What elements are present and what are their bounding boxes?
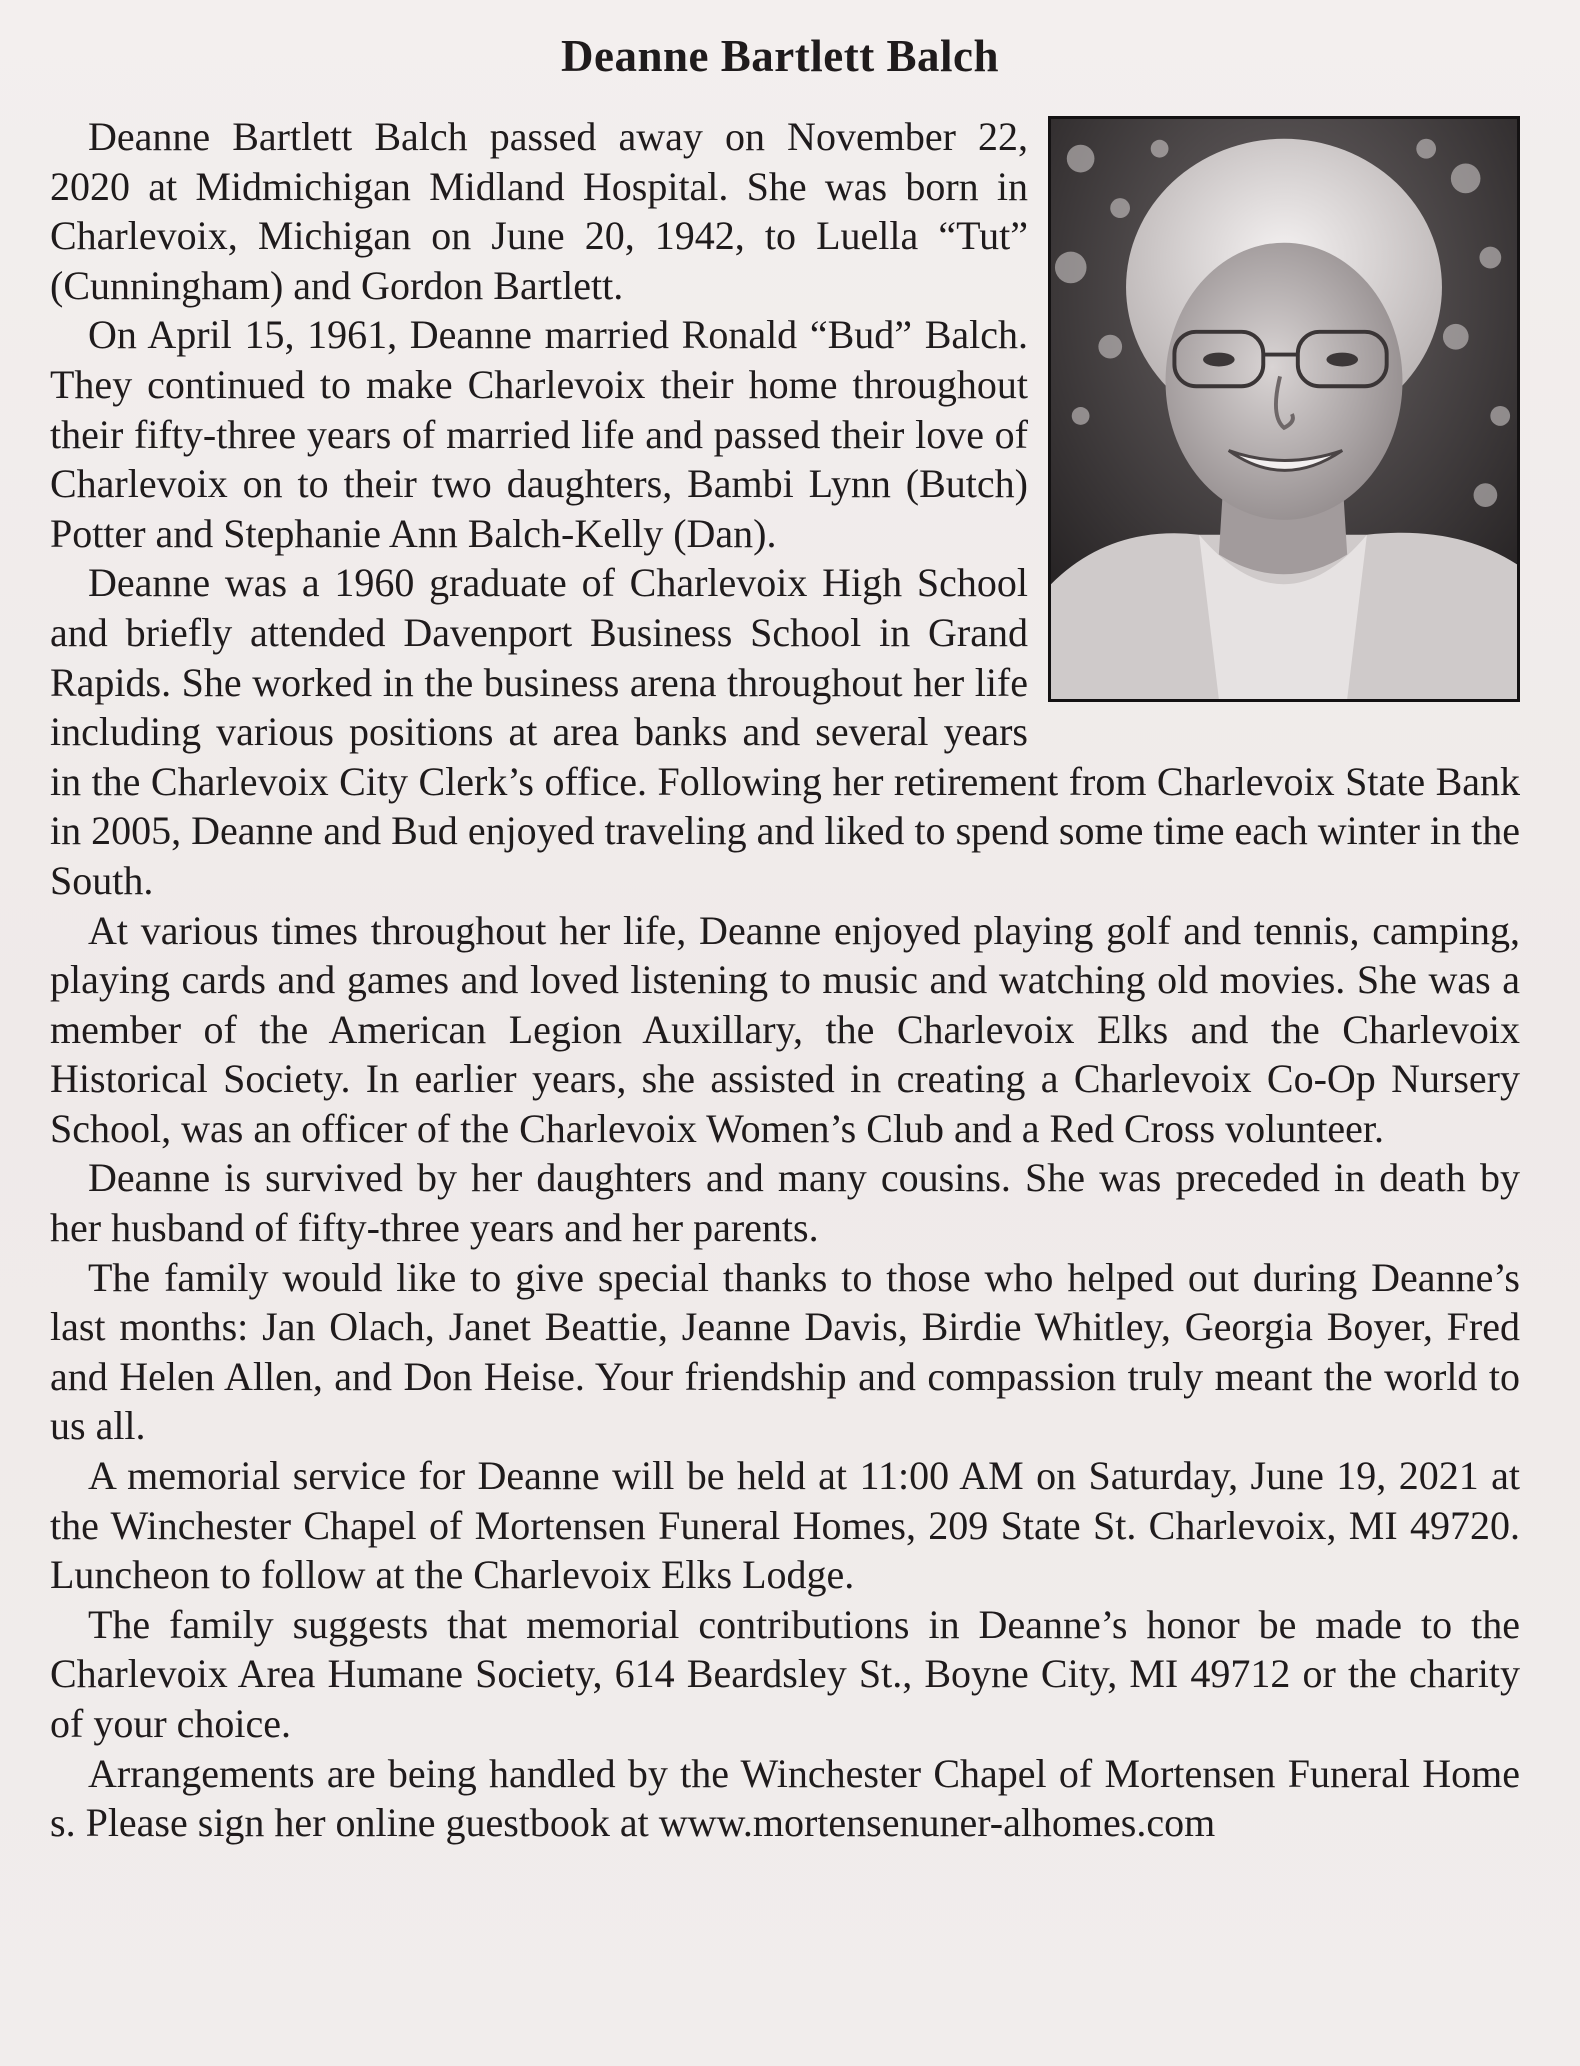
paragraph-6: The family would like to give special thanks to those who helped out during Deanne’s last months: Jan Olach, Janet Beattie, Jeanne Davis, Birdie Whitley, Georgia Boyer, Fred and Helen Allen, and Don Heise. Your friendship and compassion truly meant the world to us all. <box>50 1254 1520 1449</box>
paragraph-5: Deanne is survived by her daughters and many cousins. She was preceded in death by her husband of fifty-three years and her parents. <box>50 1155 1520 1251</box>
paragraph-1: Deanne Bartlett Balch passed away on November 22, 2020 at Midmichigan Midland Hospital. She was born in Charlevoix, Michigan on June 20, 1942, to Luella “Tut” (Cunningham) and Gordon Bartlett. <box>50 114 1028 308</box>
obituary-title: Deanne Bartlett Balch <box>561 31 999 81</box>
portrait-image <box>1051 119 1517 699</box>
portrait-photo-icon <box>1048 116 1520 702</box>
paragraph-3: Deanne was a 1960 graduate of Charlevoix High School and briefly attended Davenport Business School in Grand Rapids. She worked in the business arena throughout her life including various positions at area banks and several years in the Charlevoix City Clerk’s office. Following her retirement from Charlevoix State Bank in 2005, Deanne and Bud enjoyed traveling and liked to spend some time each winter in the South. <box>50 560 1520 903</box>
paragraph-7: A memorial service for Deanne will be held at 11:00 AM on Saturday, June 19, 2021 at the Winchester Chapel of Mortensen Funeral Homes, 209 State St. Charlevoix, MI 49720. Luncheon to follow at the Charlevoix Elks Lodge. <box>50 1453 1520 1598</box>
paragraph-8: The family suggests that memorial contributions in Deanne’s honor be made to the Charlevoix Area Humane Society, 614 Beardsley St., Boyne City, MI 49712 or the charity of your choice. <box>50 1601 1520 1746</box>
obituary-body <box>50 112 1520 1848</box>
paragraph-2: On April 15, 1961, Deanne married Ronald “Bud” Balch. They continued to make Charlevoix their home throughout their fifty-three years of married life and passed their love of Charlevoix on to their two daughters, Bambi Lynn (Butch) Potter and Stephanie Ann Balch-Kelly (Dan). <box>50 312 1028 556</box>
paragraph-9: Arrangements are being handled by the Winchester Chapel of Mortensen Funeral Homes. Please sign her online guestbook at www.mortensenuner-alhomes.com <box>50 1750 1520 1846</box>
paragraph-4: At various times throughout her life, Deanne enjoyed playing golf and tennis, camping, playing cards and games and loved listening to music and watching old movies. She was a member of the American Legion Auxillary, the Charlevoix Elks and the Charlevoix Historical Society. In earlier years, she assisted in creating a Charlevoix Co-Op Nursery School, was an officer of the Charlevoix Women’s Club and a Red Cross volunteer. <box>50 907 1520 1151</box>
